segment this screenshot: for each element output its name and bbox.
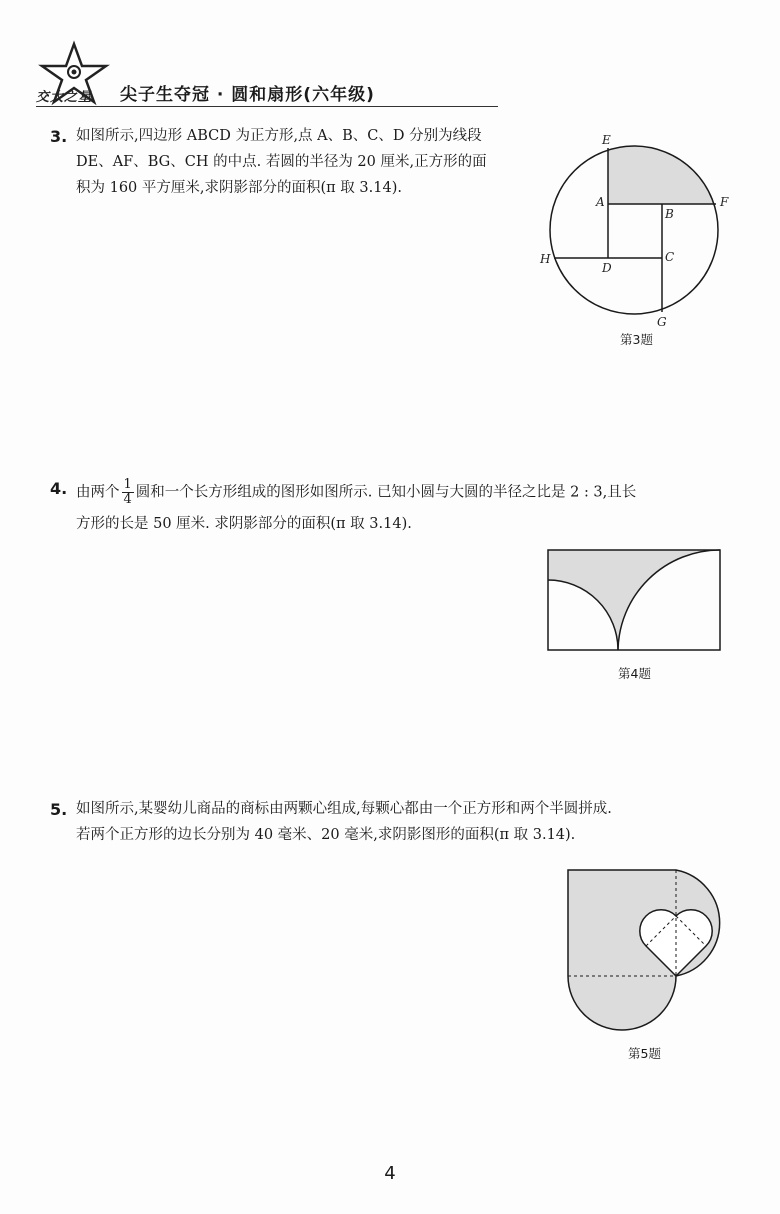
header-divider	[36, 106, 498, 107]
question-4-text-before: 由两个	[76, 484, 120, 501]
book-title: 尖子生夺冠 · 圆和扇形(六年级)	[120, 85, 375, 105]
brand-name: 交大之星	[36, 90, 93, 105]
q4-shaded-region	[548, 550, 720, 650]
question-5-line-2: 若两个正方形的边长分别为 40 毫米、20 毫米,求阴影图形的面积(π 取 3.14).	[76, 827, 576, 843]
q3-label-b: B	[665, 207, 674, 221]
question-4-figure	[546, 548, 722, 652]
question-5-number: 5.	[50, 800, 68, 819]
question-3-number: 3.	[50, 127, 68, 146]
q3-label-h: H	[540, 252, 551, 266]
question-4-line-2: 方形的长是 50 厘米. 求阴影部分的面积(π 取 3.14).	[76, 516, 412, 532]
question-5-figure	[566, 868, 736, 1038]
q3-label-g: G	[657, 315, 667, 329]
q3-label-f: F	[720, 195, 729, 209]
question-4-caption: 第4题	[618, 666, 651, 681]
fraction-numerator: 1	[123, 477, 132, 492]
q3-label-c: C	[665, 250, 675, 264]
question-3-figure	[530, 130, 750, 330]
question-4-number: 4.	[50, 479, 68, 498]
question-3-line-2: DE、AF、BG、CH 的中点. 若圆的半径为 20 厘米,正方形的面	[76, 154, 487, 170]
q3-label-a: A	[596, 195, 605, 209]
question-5-line-1: 如图所示,某婴幼儿商品的商标由两颗心组成,每颗心都由一个正方形和两个半圆拼成.	[76, 801, 612, 817]
q3-label-d: D	[602, 261, 612, 275]
fraction-denominator: 4	[123, 492, 132, 507]
question-4-line-1	[76, 478, 636, 507]
question-3-line-1: 如图所示,四边形 ABCD 为正方形,点 A、B、C、D 分别为线段	[76, 128, 482, 144]
question-3-line-3: 积为 160 平方厘米,求阴影部分的面积(π 取 3.14).	[76, 180, 402, 196]
page-number: 4	[384, 1163, 396, 1184]
question-5-caption: 第5题	[628, 1046, 661, 1061]
q3-label-e: E	[602, 133, 611, 147]
question-3-caption: 第3题	[620, 332, 653, 347]
question-4-text-after: 圆和一个长方形组成的图形如图所示. 已知小圆与大圆的半径之比是 2 : 3,且长	[135, 484, 637, 501]
one-quarter-fraction	[122, 478, 134, 507]
